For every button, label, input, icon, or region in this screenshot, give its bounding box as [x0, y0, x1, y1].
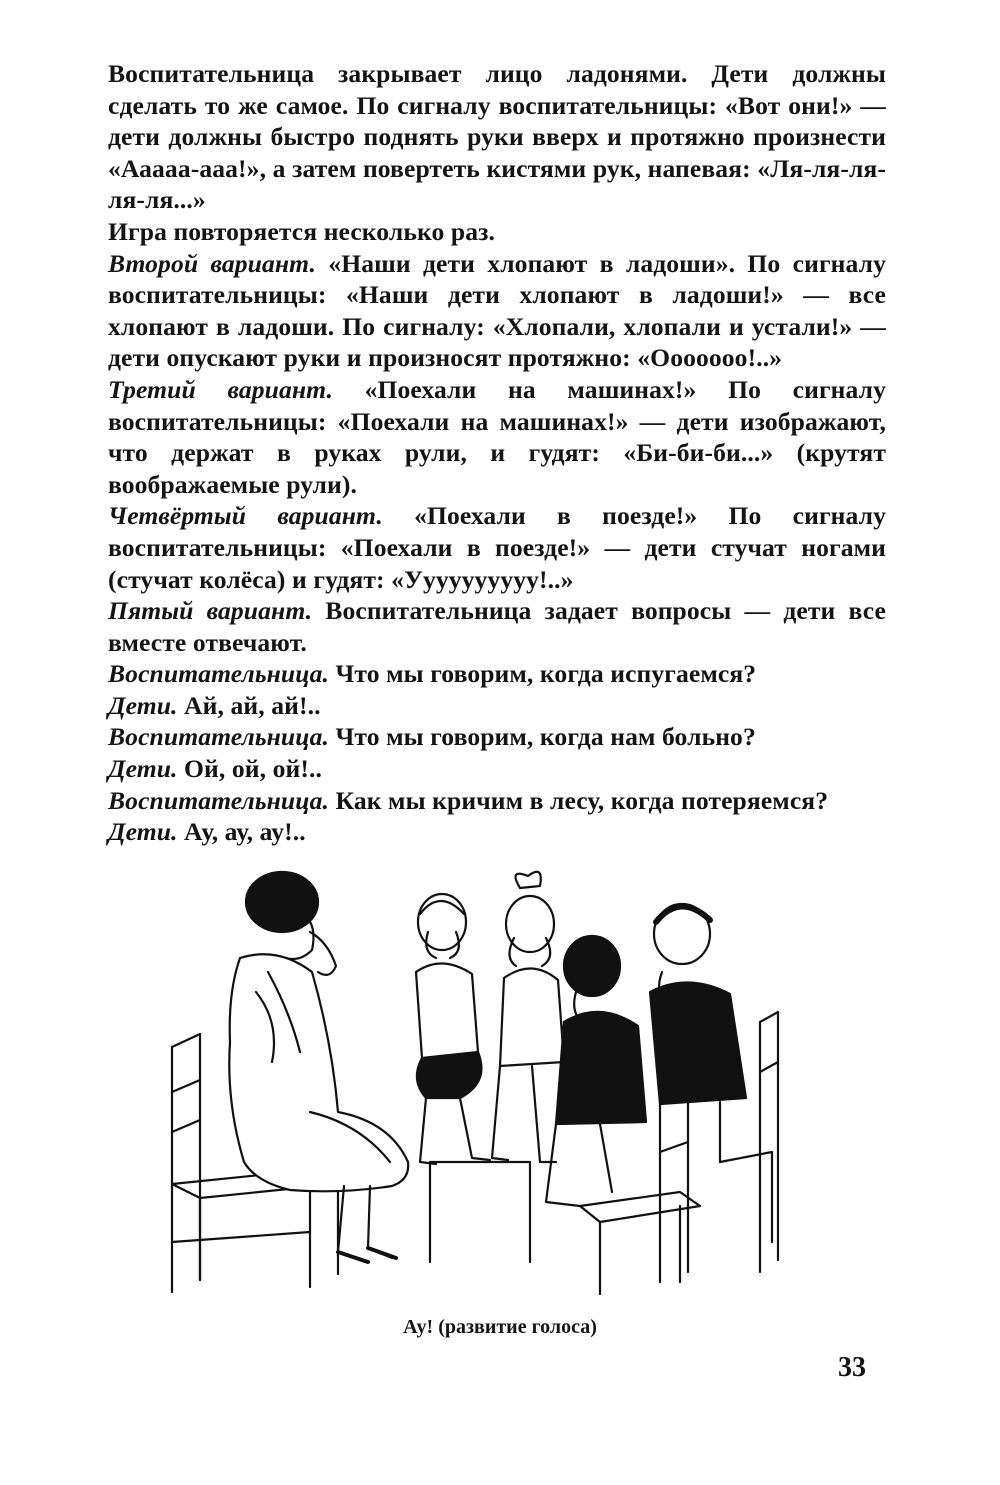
variant-5-text: Воспитательница задает вопросы — дети все вместе отвечают. [108, 596, 886, 657]
variant-5-heading: Пятый вариант. [108, 596, 313, 626]
variant-4-text: «Поехали в поезде!» По сигналу воспитательницы: «Поехали в поезде!» — дети стучат ногами (стучат колёса) и гудят: «Уууууууууу!..» [108, 501, 886, 594]
dialog [108, 658, 886, 848]
paragraph-2-text: Игра повторяется несколько раз. [108, 216, 495, 246]
dialog-speaker: Дети. [108, 690, 178, 720]
child-1-figure [416, 894, 490, 1164]
dialog-speaker: Воспитательница. [108, 785, 329, 815]
dialog-text: Ау, ау, ау!.. [177, 817, 306, 847]
paragraph-variant-5 [108, 595, 886, 658]
dialog-text: Ой, ой, ой!.. [177, 754, 322, 784]
dialog-text: Что мы говорим, когда испугаемся? [329, 659, 757, 689]
dialog-speaker: Дети. [108, 754, 178, 784]
dialog-line [108, 658, 886, 690]
page-number: 33 [838, 1352, 866, 1383]
paragraph-1 [108, 58, 886, 216]
dialog-speaker: Воспитательница. [108, 722, 329, 752]
figure-caption: Ау! (развитие голоса) [403, 1316, 597, 1338]
variant-3-text: «Поехали на машинах!» По сигналу воспитательницы: «Поехали на машинах!» — дети изображают, что держат в руках рули, и гудят: «Би-би-би...» (крутят воображаемые рули). [108, 374, 886, 499]
body-text [108, 58, 886, 848]
paragraph-variant-4 [108, 500, 886, 595]
variant-3-heading: Третий вариант. [108, 374, 333, 404]
child-3-figure [546, 936, 646, 1206]
dialog-speaker: Воспитательница. [108, 659, 329, 689]
paragraph-2 [108, 216, 886, 248]
variant-2-heading: Второй вариант. [108, 248, 317, 278]
dialog-line [108, 690, 886, 722]
dialog-line [108, 753, 886, 785]
dialog-speaker: Дети. [108, 817, 178, 847]
dialog-line [108, 785, 886, 817]
dialog-line [108, 816, 886, 848]
dialog-text: Что мы говорим, когда нам больно? [329, 722, 756, 752]
child-2-figure [492, 872, 564, 1162]
paragraph-variant-2 [108, 248, 886, 374]
paragraph-variant-3 [108, 374, 886, 500]
paragraph-1-text: Воспитательница закрывает лицо ладонями. Дети должны сделать то же самое. По сигналу воспитательницы: «Вот они!» — дети должны быстро поднять руки вверх и протяжно произнести «Ааааа-ааа!», а затем повертеть кистями рук, напевая: «Ля-ля-ля-ля-ля...» [108, 59, 886, 215]
variant-2-text: «Наши дети хлопают в ладоши». По сигналу воспитательницы: «Наши дети хлопают в ладоши!» — все хлопают в ладоши. По сигналу: «Хлопали, хлопали и устали!» — дети опускают руки и произносят протяжно: «Ооооооо!..» [108, 248, 886, 373]
teacher-figure [229, 872, 408, 1262]
dialog-text: Ай, ай, ай!.. [177, 690, 321, 720]
dialog-text: Как мы кричим в лесу, когда потеряемся? [329, 785, 829, 815]
variant-4-heading: Четвёртый вариант. [108, 501, 383, 531]
illustration [160, 862, 800, 1302]
dialog-line [108, 721, 886, 753]
child-4-figure [650, 904, 746, 1162]
